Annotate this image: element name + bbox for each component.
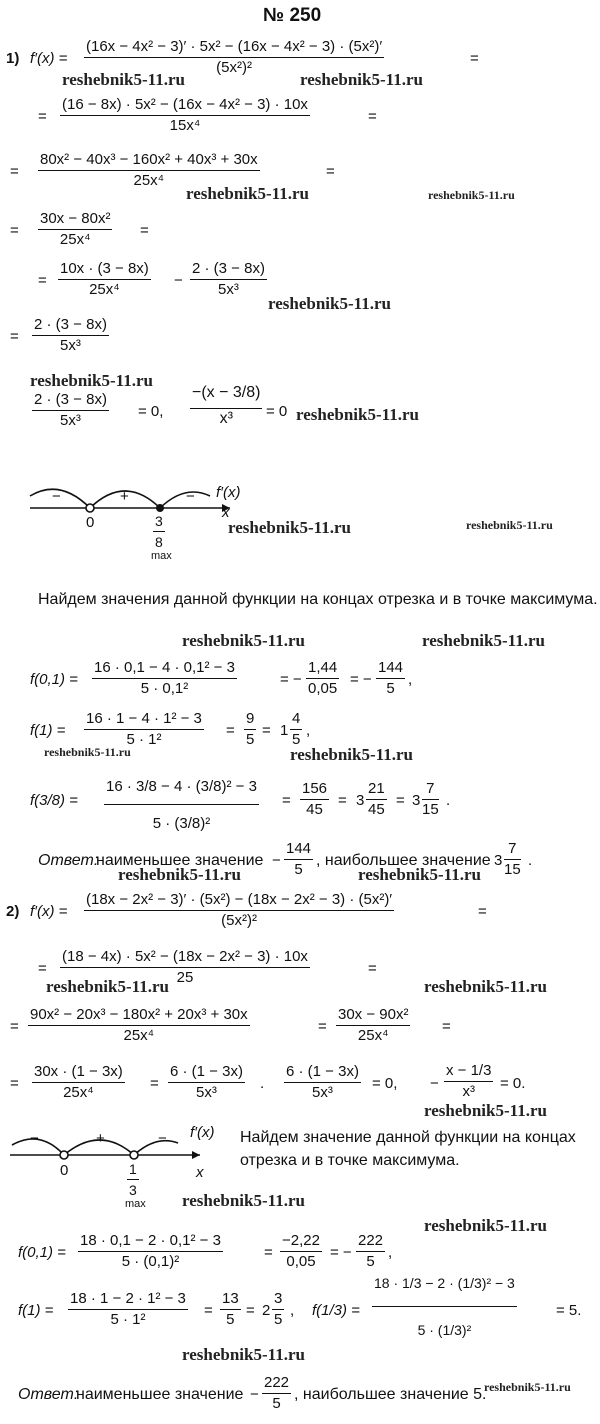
part2-answer-label: Ответ:	[18, 1386, 79, 1403]
part2-step4b-denominator: 5x³	[196, 1084, 217, 1101]
part1-f1-lhs: f(1) =	[30, 722, 66, 739]
part1-zero-a-rhs: = 0,	[138, 403, 164, 420]
part1-f01-v2-numerator: 144	[376, 659, 405, 679]
part2-f1-v1-numerator: 13	[220, 1290, 241, 1310]
part2-f1-fraction	[68, 1290, 188, 1329]
part1-f01-v2-denominator: 5	[386, 680, 395, 697]
part1-zero-b-rhs: = 0	[266, 403, 288, 420]
part1-step4-numerator: 30x − 80x²	[38, 210, 112, 230]
part2-eq-2b: =	[368, 960, 377, 977]
part2-f01-denominator: 5 · (0,1)²	[121, 1253, 180, 1270]
part1-zero-b-numerator: −(x − 3/8)	[190, 378, 262, 409]
part2-step1-fraction	[84, 891, 394, 930]
part1-f01-denominator: 5 · 0,1²	[140, 680, 189, 697]
part1-f38-numerator: 16 · 3/8 − 4 · (3/8)² − 3	[104, 772, 259, 805]
part2-step4b-numerator: 6 · (1 − 3x)	[168, 1063, 245, 1083]
part2-eq-4b: =	[150, 1075, 159, 1092]
part2-zero-b-fraction	[444, 1058, 493, 1101]
part2-point-max: max	[125, 1198, 146, 1210]
watermark: reshebnik5-11.ru	[428, 188, 515, 202]
part2-eq-3a: =	[10, 1018, 19, 1035]
part1-answer-min-numerator: 144	[284, 840, 313, 860]
part2-f1-denominator: 5 · 1²	[110, 1311, 146, 1328]
part1-f1-v2-numerator: 4	[290, 710, 302, 730]
part2-step3-numerator: 90x² − 20x³ − 180x² + 20x³ + 30x	[28, 1006, 250, 1026]
part2-f1-eq1: =	[204, 1302, 213, 1319]
part2-sign-left: −	[30, 1130, 39, 1147]
watermark: reshebnik5-11.ru	[296, 405, 419, 424]
part1-eq-4b: =	[140, 222, 149, 239]
watermark: reshebnik5-11.ru	[46, 977, 169, 996]
part2-f01-fraction	[78, 1232, 223, 1271]
part1-f1-v2	[290, 710, 302, 749]
part1-f1-v1-denominator: 5	[246, 731, 255, 748]
part1-f1-v2-whole: 1	[280, 722, 289, 739]
watermark: reshebnik5-11.ru	[228, 518, 351, 537]
part2-zero-a-fraction	[284, 1063, 361, 1102]
watermark: reshebnik5-11.ru	[424, 1101, 547, 1120]
part1-f38-v1-numerator: 156	[300, 780, 329, 800]
part1-f38-denominator: 5 · (3/8)²	[152, 815, 211, 832]
part1-step5a-fraction	[58, 260, 151, 299]
part2-step3b-fraction	[336, 1006, 410, 1045]
part2-zero-b-numerator: x − 1/3	[444, 1058, 493, 1082]
part2-step3-denominator: 25x⁴	[123, 1027, 155, 1044]
part1-answer-min-denominator: 5	[294, 861, 303, 878]
part1-eq-4a: =	[10, 222, 19, 239]
part1-f38-v3-numerator: 7	[422, 780, 439, 800]
part1-zero-a-denominator: 5x³	[60, 412, 81, 429]
part1-sentence: Найдем значения данной функции на концах отрезка и в точке максимума.	[38, 591, 598, 608]
part2-f01-v1-numerator: −2,22	[280, 1232, 322, 1252]
part2-point-zero: 0	[60, 1162, 69, 1179]
watermark: reshebnik5-11.ru	[186, 184, 309, 203]
part2-answer-text-a: наименьшее значение	[76, 1386, 244, 1403]
part2-f13-denominator: 5 · (1/3)²	[417, 1322, 472, 1338]
part2-f01-v2-numerator: 222	[356, 1232, 385, 1252]
watermark: reshebnik5-11.ru	[118, 865, 241, 884]
part2-f01-eq2: = −	[330, 1244, 352, 1261]
part2-step1-numerator: (18x − 2x² − 3)′ · (5x²) − (18x − 2x² − 3) · (5x²)′	[84, 891, 394, 911]
part1-f01-v1	[306, 659, 339, 698]
part2-f13-lhs: f(1/3) =	[312, 1302, 360, 1319]
part2-eq-3b: =	[318, 1018, 327, 1035]
part1-answer-min	[284, 840, 313, 879]
part2-answer-min-denominator: 5	[272, 1395, 281, 1412]
part2-zero-a-denominator: 5x³	[312, 1084, 333, 1101]
part2-step2-denominator: 25	[176, 969, 194, 986]
part1-f38-v2	[366, 780, 387, 819]
part2-f1-v2-whole: 2	[262, 1302, 271, 1319]
watermark: reshebnik5-11.ru	[268, 294, 391, 313]
part1-f38-lhs: f(3/8) =	[30, 792, 78, 809]
watermark: reshebnik5-11.ru	[182, 1191, 305, 1210]
part1-f38-v2-whole: 3	[356, 792, 365, 809]
part1-sign-right: −	[186, 488, 195, 505]
part2-f01-comma: ,	[388, 1244, 393, 1261]
part1-label: 1)	[6, 50, 20, 67]
part1-step2-denominator: 15x⁴	[169, 117, 201, 134]
part1-f1-comma: ,	[306, 722, 311, 739]
part1-step3-numerator: 80x² − 40x³ − 160x² + 40x³ + 30x	[38, 151, 260, 171]
part1-f1-denominator: 5 · 1²	[126, 731, 162, 748]
part2-eq-2a: =	[38, 960, 47, 977]
part1-f01-numerator: 16 · 0,1 − 4 · 0,1² − 3	[92, 659, 237, 679]
part1-sign-left: −	[52, 488, 61, 505]
part2-f1-v2-denominator: 5	[274, 1311, 283, 1328]
part1-point-numerator: 3	[153, 512, 165, 532]
part1-f01-v1-denominator: 0,05	[308, 680, 338, 697]
part1-f38-v1-denominator: 45	[306, 801, 323, 818]
part2-f1-v2	[272, 1290, 284, 1329]
watermark: reshebnik5-11.ru	[424, 977, 547, 996]
part2-eq-4a: =	[10, 1075, 19, 1092]
part2-zero-b-denominator: x³	[462, 1083, 475, 1100]
part1-step6-fraction	[32, 316, 109, 355]
part2-f01-v2	[356, 1232, 385, 1271]
part1-zero-a-numerator: 2 · (3 − 8x)	[32, 391, 109, 411]
part1-answer-max-numerator: 7	[504, 840, 521, 860]
part2-sentence-b: отрезка и в точке максимума.	[240, 1152, 460, 1169]
part2-sign-mid: +	[96, 1130, 105, 1147]
part2-f1-numerator: 18 · 1 − 2 · 1² − 3	[68, 1290, 188, 1310]
watermark: reshebnik5-11.ru	[62, 70, 185, 89]
part1-answer-max-whole: 3	[494, 852, 503, 869]
part1-f38-v2-denominator: 45	[368, 801, 385, 818]
watermark: reshebnik5-11.ru	[358, 865, 481, 884]
part1-f38-eq1: =	[282, 792, 291, 809]
part2-step4b-fraction	[168, 1063, 245, 1102]
part2-eq-1: =	[478, 903, 487, 920]
part1-f38-dot: .	[446, 792, 451, 809]
part1-answer-text-a: наименьшее значение	[96, 852, 264, 869]
part2-point-frac	[127, 1160, 139, 1199]
part2-eq-3c: =	[442, 1018, 451, 1035]
part2-f1-v1-denominator: 5	[226, 1311, 235, 1328]
part1-f38-v1	[300, 780, 329, 819]
part1-step6-numerator: 2 · (3 − 8x)	[32, 316, 109, 336]
part2-f13-fraction	[372, 1270, 517, 1339]
part1-step6-denominator: 5x³	[60, 337, 81, 354]
part1-f38-v3-whole: 3	[412, 792, 421, 809]
part2-point-numerator: 1	[127, 1160, 139, 1180]
part2-axis-x: x	[196, 1164, 204, 1181]
part1-f1-eq1: =	[226, 722, 235, 739]
part2-f01-eq1: =	[264, 1244, 273, 1261]
watermark: reshebnik5-11.ru	[290, 745, 413, 764]
part1-answer-min-sign: −	[272, 852, 281, 869]
watermark: reshebnik5-11.ru	[182, 631, 305, 650]
part2-f01-v1	[280, 1232, 322, 1271]
part1-step2-fraction	[60, 96, 310, 135]
part2-f1-eq2: =	[246, 1302, 255, 1319]
part2-f01-numerator: 18 · 0,1 − 2 · 0,1² − 3	[78, 1232, 223, 1252]
part1-minus-5: −	[174, 272, 183, 289]
watermark: reshebnik5-11.ru	[44, 745, 131, 759]
part1-f01-comma: ,	[408, 671, 413, 688]
part2-f1-comma: ,	[290, 1302, 295, 1319]
part1-step5a-numerator: 10x · (3 − 8x)	[58, 260, 151, 280]
part1-answer-text-b: , наибольшее значение	[316, 852, 491, 869]
part2-zero-b-minus: −	[430, 1075, 439, 1092]
part1-eq-3b: =	[326, 163, 335, 180]
part1-step3-denominator: 25x⁴	[133, 172, 165, 189]
part2-f1-v2-numerator: 3	[272, 1290, 284, 1310]
part1-f1-fraction	[84, 710, 204, 749]
watermark: reshebnik5-11.ru	[484, 1380, 571, 1394]
part2-f13-rhs: = 5.	[556, 1302, 582, 1319]
watermark: reshebnik5-11.ru	[422, 631, 545, 650]
part1-f38-v3-denominator: 15	[422, 801, 439, 818]
part2-step3b-numerator: 30x − 90x²	[336, 1006, 410, 1026]
part2-f13-numerator: 18 · 1/3 − 2 · (1/3)² − 3	[372, 1270, 517, 1307]
part2-f1-v1	[220, 1290, 241, 1329]
part1-f38-v3	[422, 780, 439, 819]
part2-label: 2)	[6, 903, 20, 920]
part1-f38-fraction	[104, 772, 259, 833]
part1-eq-3a: =	[10, 163, 19, 180]
part2-step4a-numerator: 30x · (1 − 3x)	[32, 1063, 125, 1083]
part1-f01-eq1: = −	[280, 671, 302, 688]
part2-step4a-fraction	[32, 1063, 125, 1102]
part1-answer-max-denominator: 15	[504, 861, 521, 878]
part2-sentence-a: Найдем значение данной функции на концах	[240, 1129, 576, 1146]
part2-zero-b-rhs: = 0.	[500, 1075, 526, 1092]
part2-step4-dot: .	[260, 1075, 265, 1092]
part1-step4-denominator: 25x⁴	[59, 231, 91, 248]
part1-zero-a-fraction	[32, 391, 109, 430]
part1-f1-v2-denominator: 5	[292, 731, 301, 748]
part1-eq-6a: =	[10, 328, 19, 345]
part1-eq-1: =	[470, 50, 479, 67]
part1-step5b-fraction	[190, 260, 267, 299]
part1-step5a-denominator: 25x⁴	[89, 281, 120, 298]
part1-f1-numerator: 16 · 1 − 4 · 1² − 3	[84, 710, 204, 730]
part1-f1-v1	[244, 710, 256, 749]
part2-zero-a-numerator: 6 · (1 − 3x)	[284, 1063, 361, 1083]
part1-point-frac	[153, 512, 165, 551]
part1-zero-b-denominator: x³	[219, 410, 233, 427]
part2-step3b-denominator: 25x⁴	[357, 1027, 389, 1044]
part2-answer-min	[262, 1374, 291, 1413]
part1-zero-b-fraction	[190, 378, 262, 428]
part1-sign-mid: +	[120, 488, 129, 505]
part1-step1-numerator: (16x − 4x² − 3)′ · 5x² − (16x − 4x² − 3) · (5x²)′	[84, 38, 384, 58]
part1-step5b-denominator: 5x³	[218, 281, 239, 298]
part1-point-max: max	[151, 550, 172, 562]
part1-point-zero: 0	[86, 514, 95, 531]
problem-number: № 250	[263, 5, 322, 26]
part2-answer-min-numerator: 222	[262, 1374, 291, 1394]
part2-axis-label: f′(x)	[190, 1124, 215, 1141]
watermark: reshebnik5-11.ru	[466, 518, 553, 532]
part1-answer-max	[504, 840, 521, 879]
part2-f01-v1-denominator: 0,05	[286, 1253, 316, 1270]
part1-eq-5a: =	[38, 272, 47, 289]
part2-derivative-lhs: f′(x) =	[30, 903, 68, 920]
part2-f01-v2-denominator: 5	[366, 1253, 375, 1270]
part1-f1-v1-numerator: 9	[244, 710, 256, 730]
part2-zero-a-rhs: = 0,	[372, 1075, 398, 1092]
part2-step1-denominator: (5x²)²	[221, 912, 257, 929]
part2-answer-text-b: , наибольшее значение 5.	[294, 1386, 487, 1403]
part1-point-denominator: 8	[155, 534, 163, 550]
watermark: reshebnik5-11.ru	[300, 70, 423, 89]
part1-f01-fraction	[92, 659, 237, 698]
part1-f01-v2	[376, 659, 405, 698]
part1-f38-eq2: =	[338, 792, 347, 809]
part1-step4-fraction	[38, 210, 112, 249]
part2-step2-numerator: (18 − 4x) · 5x² − (18x − 2x² − 3) · 10x	[60, 948, 310, 968]
watermark: reshebnik5-11.ru	[182, 1345, 305, 1364]
part1-step1-denominator: (5x²)²	[216, 59, 252, 76]
part2-sign-right: −	[158, 1130, 167, 1147]
part2-step3-fraction	[28, 1006, 250, 1045]
part1-eq-2a: =	[38, 108, 47, 125]
part1-step5b-numerator: 2 · (3 − 8x)	[190, 260, 267, 280]
part1-f01-v1-numerator: 1,44	[306, 659, 339, 679]
watermark: reshebnik5-11.ru	[424, 1216, 547, 1235]
part2-step4a-denominator: 25x⁴	[63, 1084, 94, 1101]
watermark: reshebnik5-11.ru	[30, 371, 153, 390]
part2-f1-lhs: f(1) =	[18, 1302, 54, 1319]
part1-f01-eq2: = −	[350, 671, 372, 688]
part1-f1-eq2: =	[262, 722, 271, 739]
part1-f01-lhs: f(0,1) =	[30, 671, 78, 688]
part1-derivative-lhs: f′(x) =	[30, 50, 68, 67]
part2-answer-min-sign: −	[250, 1386, 259, 1403]
part1-axis-label: f′(x)	[216, 484, 241, 501]
part1-eq-2b: =	[368, 108, 377, 125]
part2-point-denominator: 3	[129, 1182, 137, 1198]
part1-f38-eq3: =	[396, 792, 405, 809]
part1-step2-numerator: (16 − 8x) · 5x² − (16x − 4x² − 3) · 10x	[60, 96, 310, 116]
part1-f38-v2-numerator: 21	[366, 780, 387, 800]
part1-answer-label: Ответ:	[38, 852, 99, 869]
part2-f01-lhs: f(0,1) =	[18, 1244, 66, 1261]
part1-answer-dot: .	[528, 852, 533, 869]
part1-axis-x: x	[222, 504, 230, 521]
